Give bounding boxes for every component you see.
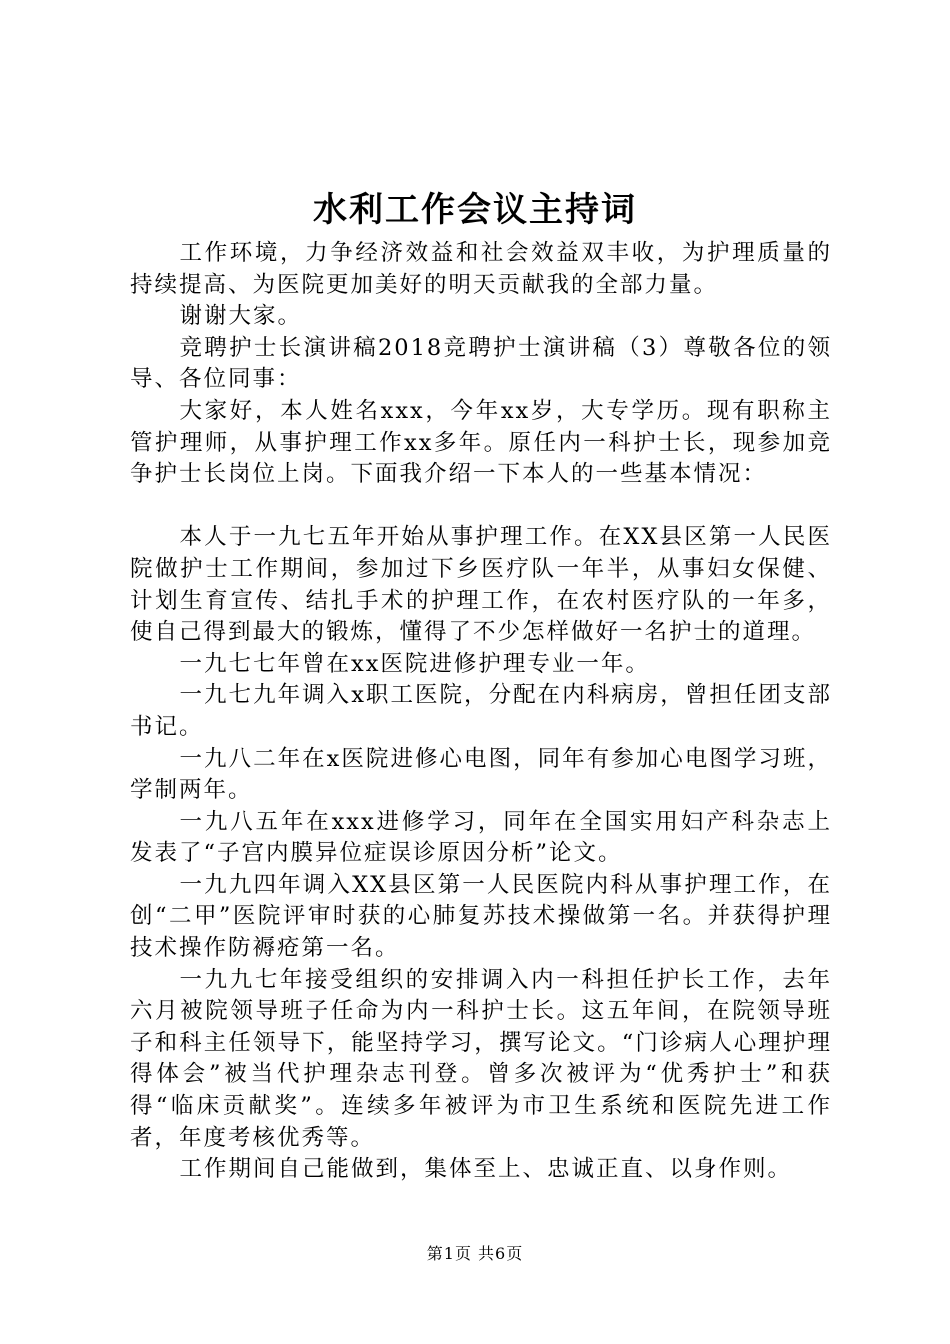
paragraph: 大家好，本人姓名xxx，今年xx岁，大专学历。现有职称主管护理师，从事护理工作xx多年。原任内一科护士长，现参加竞争护士长岗位上岗。下面我介绍一下本人的一些基本情况： bbox=[130, 397, 832, 488]
page-number-footer: 第1页 共6页 bbox=[426, 1244, 524, 1263]
document-body bbox=[130, 238, 832, 1186]
paragraph: 谢谢大家。 bbox=[179, 303, 303, 330]
paragraph: 工作环境，力争经济效益和社会效益双丰收，为护理质量的持续提高、为医院更加美好的明天贡献我的全部力量。 bbox=[130, 240, 832, 298]
paragraph: 竞聘护士长演讲稿2018竞聘护士演讲稿（3）尊敬各位的领导、各位同事： bbox=[130, 334, 832, 393]
paragraph: 本人于一九七五年开始从事护理工作。在XX县区第一人民医院做护士工作期间，参加过下乡医疗队一年半，从事妇女保健、计划生育宣传、结扎手术的护理工作，在农村医疗队的一年多，使自己得到最大的锻炼，懂得了不少怎样做好一名护士的道理。 bbox=[130, 524, 832, 646]
paragraph: 工作期间自己能做到，集体至上、忠诚正直、以身作则。 bbox=[179, 1156, 793, 1183]
paragraph: 一九八五年在xxx进修学习，同年在全国实用妇产科杂志上发表了“子宫内膜异位症误诊原因分析”论文。 bbox=[130, 808, 832, 867]
paragraph: 一九七九年调入x职工医院，分配在内科病房，曾担任团支部书记。 bbox=[130, 682, 832, 740]
paragraph: 一九七七年曾在xx医院进修护理专业一年。 bbox=[179, 650, 650, 677]
paragraph: 一九八二年在x医院进修心电图，同年有参加心电图学习班，学制两年。 bbox=[130, 745, 832, 804]
paragraph: 一九九四年调入XX县区第一人民医院内科从事护理工作，在创“二甲”医院评审时获的心肺复苏技术操做第一名。并获得护理技术操作防褥疮第一名。 bbox=[130, 871, 832, 962]
page-title: 水利工作会议主持词 bbox=[313, 190, 637, 230]
paragraph: 一九九七年接受组织的安排调入内一科担任护长工作，去年六月被院领导班子任命为内一科护士长。这五年间，在院领导班子和科主任领导下，能坚持学习，撰写论文。“门诊病人心理护理得体会”被当代护理杂志刊登。曾多次被评为“优秀护士”和获得“临床贡献奖”。连续多年被评为市卫生系统和医院先进工作者，年度考核优秀等。 bbox=[130, 966, 832, 1151]
